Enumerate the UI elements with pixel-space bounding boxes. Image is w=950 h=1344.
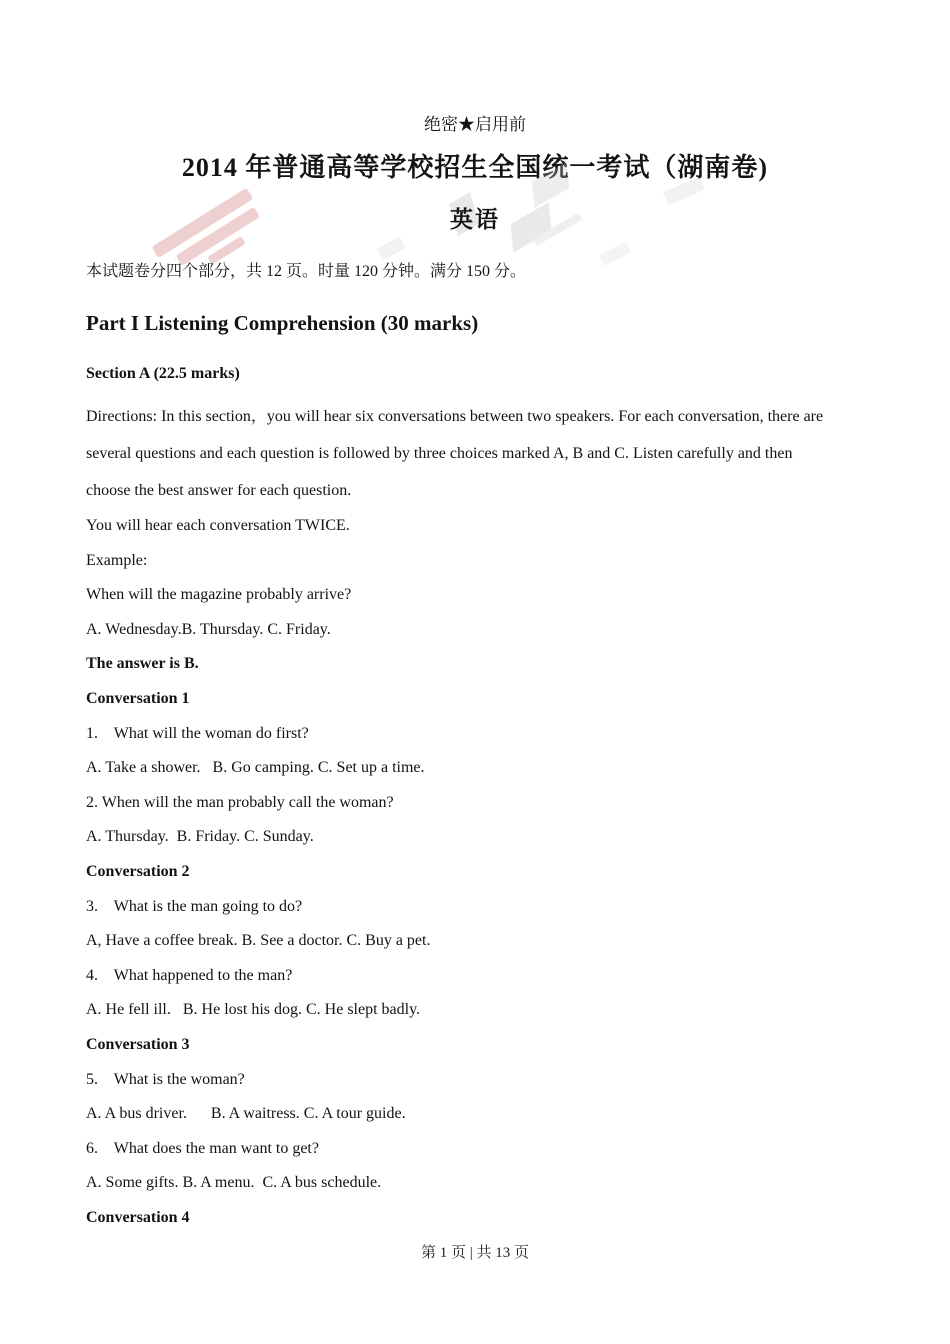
- question-line: 5. What is the woman?: [86, 1070, 245, 1088]
- options-line: A. He fell ill. B. He lost his dog. C. He slept badly.: [86, 1001, 421, 1019]
- conversation-block: [86, 1201, 864, 1236]
- example-block: [86, 544, 864, 682]
- part1-heading: Part I Listening Comprehension (30 marks): [86, 311, 479, 335]
- conversation-lines: [86, 717, 864, 855]
- example-answer: The answer is B.: [86, 655, 199, 673]
- question-line: 2. When will the man probably call the woman?: [86, 793, 394, 811]
- question-line: 1. What will the woman do first?: [86, 724, 309, 742]
- options-line: A. Take a shower. B. Go camping. C. Set up a time.: [86, 759, 425, 777]
- conversation-block: [86, 682, 864, 855]
- example-options: A. Wednesday.B. Thursday. C. Friday.: [86, 620, 331, 638]
- options-line: A. Some gifts. B. A menu. C. A bus schedule.: [86, 1174, 382, 1192]
- directions-line: Directions: In this section，you will hear six conversations between two speakers. For each conversation, there are: [86, 408, 824, 425]
- conversation-title: Conversation 2: [86, 862, 190, 880]
- exam-info-line: 本试题卷分四个部分，共 12 页。时量 120 分钟。满分 150 分。: [86, 263, 527, 280]
- page-footer: 第 1 页 | 共 13 页: [420, 1245, 529, 1261]
- gray-smudge-watermark: [376, 237, 405, 261]
- conversation-title: Conversation 4: [86, 1208, 190, 1226]
- question-line: 3. What is the man going to do?: [86, 897, 303, 915]
- conversation-lines: [86, 890, 864, 1028]
- options-line: A. A bus driver. B. A waitress. C. A tour guide.: [86, 1105, 406, 1123]
- conversation-block: [86, 1028, 864, 1201]
- section-a-heading: Section A (22.5 marks): [86, 365, 240, 382]
- conversation-block: [86, 855, 864, 1028]
- options-line: A, Have a coffee break. B. See a doctor. C. Buy a pet.: [86, 932, 431, 950]
- conversation-title: Conversation 3: [86, 1035, 190, 1053]
- question-line: 6. What does the man want to get?: [86, 1139, 319, 1157]
- example-label: Example:: [86, 551, 148, 569]
- conversations: [86, 682, 864, 1236]
- classification-banner: 绝密★启用前: [424, 115, 526, 134]
- document-body: [86, 261, 864, 1235]
- subject-title: 英语: [450, 207, 500, 232]
- conversation-lines: [86, 1063, 864, 1201]
- directions-line: choose the best answer for each question.: [86, 482, 352, 499]
- conversation-title: Conversation 1: [86, 689, 190, 707]
- options-line: A. Thursday. B. Friday. C. Sunday.: [86, 828, 314, 846]
- example-question: When will the magazine probably arrive?: [86, 586, 352, 604]
- directions-line: several questions and each question is followed by three choices marked A, B and C. Listen carefully and then: [86, 445, 793, 462]
- document-title: 2014 年普通高等学校招生全国统一考试（湖南卷): [181, 153, 769, 182]
- twice-note: You will hear each conversation TWICE.: [86, 517, 350, 534]
- directions-paragraph: [86, 398, 864, 509]
- question-line: 4. What happened to the man?: [86, 966, 293, 984]
